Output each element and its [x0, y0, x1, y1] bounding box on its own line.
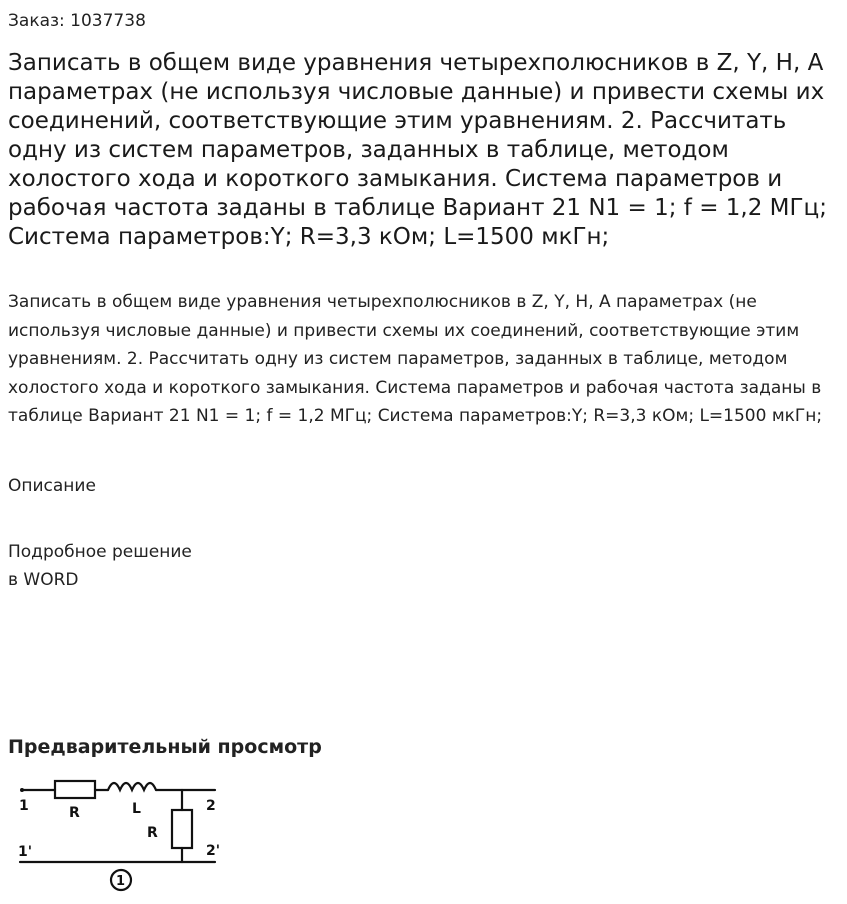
label-port-1: 1 — [19, 798, 29, 814]
preview-heading: Предварительный просмотр — [8, 736, 322, 758]
order-number: Заказ: 1037738 — [8, 11, 146, 31]
description-line-2: в WORD — [8, 570, 79, 590]
inductor-coil — [108, 783, 156, 790]
description-line-1: Подробное решение — [8, 542, 192, 562]
description-label: Описание — [8, 476, 96, 496]
label-port-2: 2 — [206, 798, 216, 814]
label-shunt-r: R — [147, 825, 158, 841]
label-series-r: R — [69, 805, 80, 821]
terminal-1 — [20, 788, 24, 792]
description-text — [8, 538, 192, 594]
label-inductor: L — [132, 801, 141, 817]
task-title: Записать в общем виде уравнения четырехполюсников в Z, Y, H, A параметрах (не используя числовые данные) и привести схемы их соединений, соответствующие этим уравнениям. 2. Рассчитать одну из систем параметров, заданных в таблице, методом холостого хода и короткого замыкания. Система параметров и рабочая частота заданы в таблице Вариант 21 N1 = 1; f = 1,2 МГц; Система параметров:Y; R=3,3 кОм; L=1500 мкГн; — [8, 50, 827, 250]
label-port-1-prime: 1' — [18, 844, 33, 860]
series-resistor — [55, 781, 95, 798]
label-port-2-prime: 2' — [206, 843, 221, 859]
task-description: Записать в общем виде уравнения четырехполюсников в Z, Y, H, A параметрах (не используя числовые данные) и привести схемы их соединений, соответствующие этим уравнениям. 2. Рассчитать одну из систем параметров, заданных в таблице, методом холостого хода и короткого замыкания. Система параметров и рабочая частота заданы в таблице Вариант 21 N1 = 1; f = 1,2 МГц; Система параметров:Y; R=3,3 кОм; L=1500 мкГн; — [8, 292, 823, 426]
circuit-preview-image — [10, 765, 230, 900]
label-figure-number: 1 — [116, 874, 126, 889]
shunt-resistor — [172, 810, 192, 848]
